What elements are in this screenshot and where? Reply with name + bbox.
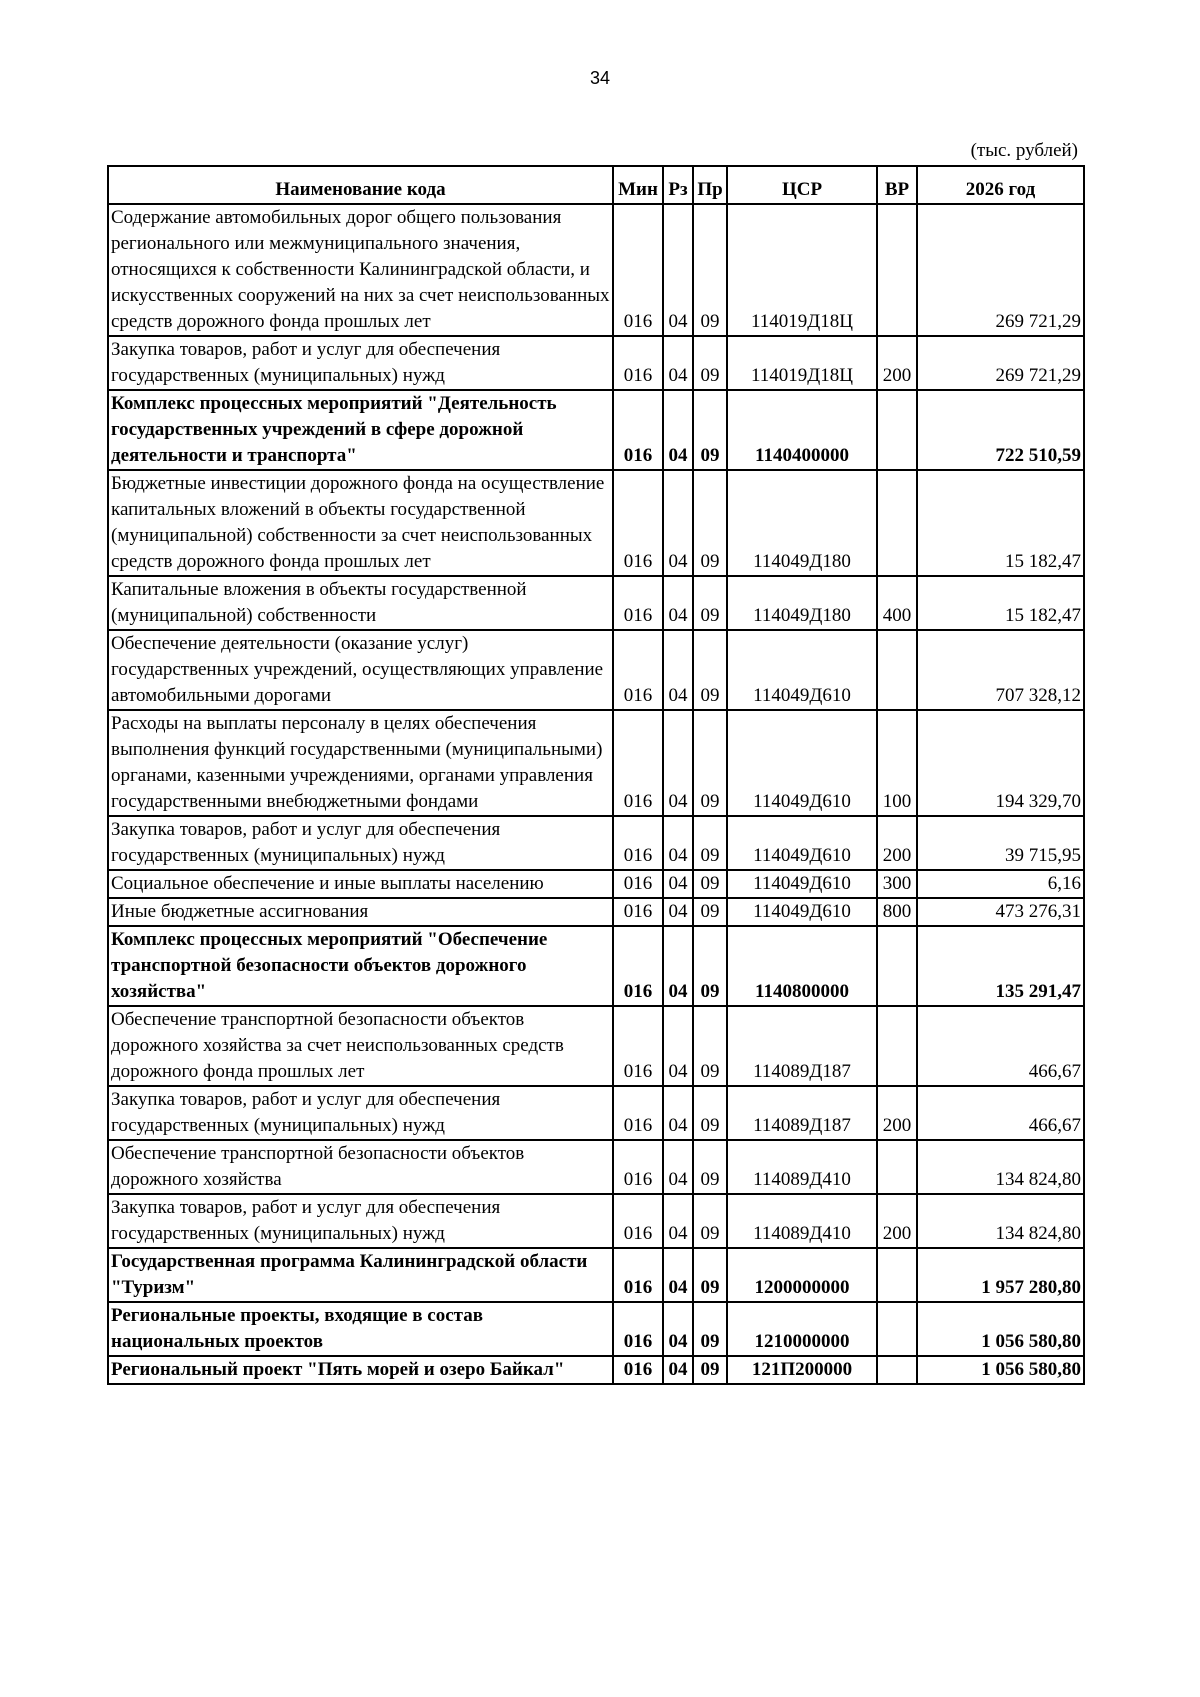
table-row <box>108 1356 1084 1384</box>
units-label: (тыс. рублей) <box>970 140 1078 161</box>
cell-csr: 114049Д610 <box>727 710 877 816</box>
table-row <box>108 630 1084 710</box>
cell-min: 016 <box>613 1086 663 1140</box>
table-row <box>108 1006 1084 1086</box>
cell-pr: 09 <box>693 204 727 336</box>
cell-csr: 114089Д410 <box>727 1140 877 1194</box>
cell-csr: 114049Д610 <box>727 898 877 926</box>
cell-pr: 09 <box>693 1086 727 1140</box>
cell-amount: 473 276,31 <box>917 898 1084 926</box>
cell-vr: 300 <box>877 870 917 898</box>
cell-amount: 6,16 <box>917 870 1084 898</box>
cell-min: 016 <box>613 898 663 926</box>
cell-min: 016 <box>613 390 663 470</box>
cell-rz: 04 <box>663 1140 693 1194</box>
cell-amount: 466,67 <box>917 1086 1084 1140</box>
header-year: 2026 год <box>917 166 1084 204</box>
cell-csr: 1200000000 <box>727 1248 877 1302</box>
cell-pr: 09 <box>693 710 727 816</box>
cell-amount: 269 721,29 <box>917 336 1084 390</box>
table-row <box>108 1086 1084 1140</box>
cell-vr <box>877 1006 917 1086</box>
cell-amount: 707 328,12 <box>917 630 1084 710</box>
cell-name: Закупка товаров, работ и услуг для обеспечения государственных (муниципальных) нужд <box>108 336 613 390</box>
cell-name: Бюджетные инвестиции дорожного фонда на осуществление капитальных вложений в объекты государственной (муниципальной) собственности за счет неиспользованных средств дорожного фонда прошлых лет <box>108 470 613 576</box>
cell-rz: 04 <box>663 816 693 870</box>
cell-name: Государственная программа Калининградской области "Туризм" <box>108 1248 613 1302</box>
cell-vr: 100 <box>877 710 917 816</box>
cell-pr: 09 <box>693 926 727 1006</box>
cell-pr: 09 <box>693 870 727 898</box>
cell-csr: 121П200000 <box>727 1356 877 1384</box>
cell-csr: 114049Д180 <box>727 576 877 630</box>
table-row <box>108 336 1084 390</box>
table-row <box>108 470 1084 576</box>
cell-name: Обеспечение деятельности (оказание услуг) государственных учреждений, осуществляющих управление автомобильными дорогами <box>108 630 613 710</box>
cell-min: 016 <box>613 470 663 576</box>
cell-pr: 09 <box>693 1194 727 1248</box>
table-header-row <box>108 166 1084 204</box>
cell-min: 016 <box>613 1356 663 1384</box>
cell-vr <box>877 1302 917 1356</box>
cell-pr: 09 <box>693 630 727 710</box>
cell-name: Региональный проект "Пять морей и озеро Байкал" <box>108 1356 613 1384</box>
cell-min: 016 <box>613 870 663 898</box>
header-name: Наименование кода <box>108 166 613 204</box>
cell-rz: 04 <box>663 630 693 710</box>
cell-amount: 134 824,80 <box>917 1140 1084 1194</box>
cell-amount: 722 510,59 <box>917 390 1084 470</box>
cell-pr: 09 <box>693 1006 727 1086</box>
cell-amount: 1 056 580,80 <box>917 1302 1084 1356</box>
cell-csr: 114019Д18Ц <box>727 336 877 390</box>
cell-rz: 04 <box>663 898 693 926</box>
cell-rz: 04 <box>663 710 693 816</box>
cell-name: Комплекс процессных мероприятий "Деятельность государственных учреждений в сфере дорожной деятельности и транспорта" <box>108 390 613 470</box>
cell-name: Закупка товаров, работ и услуг для обеспечения государственных (муниципальных) нужд <box>108 816 613 870</box>
cell-rz: 04 <box>663 576 693 630</box>
cell-min: 016 <box>613 204 663 336</box>
cell-vr <box>877 470 917 576</box>
cell-pr: 09 <box>693 1248 727 1302</box>
cell-rz: 04 <box>663 1302 693 1356</box>
table-row <box>108 870 1084 898</box>
budget-table <box>107 165 1085 1385</box>
cell-min: 016 <box>613 1194 663 1248</box>
cell-name: Капитальные вложения в объекты государственной (муниципальной) собственности <box>108 576 613 630</box>
cell-name: Обеспечение транспортной безопасности объектов дорожного хозяйства за счет неиспользованных средств дорожного фонда прошлых лет <box>108 1006 613 1086</box>
table-row <box>108 816 1084 870</box>
cell-amount: 15 182,47 <box>917 576 1084 630</box>
cell-csr: 114049Д610 <box>727 630 877 710</box>
cell-rz: 04 <box>663 1006 693 1086</box>
cell-csr: 1140400000 <box>727 390 877 470</box>
table-row <box>108 1194 1084 1248</box>
cell-amount: 269 721,29 <box>917 204 1084 336</box>
cell-pr: 09 <box>693 816 727 870</box>
header-min: Мин <box>613 166 663 204</box>
cell-min: 016 <box>613 1006 663 1086</box>
cell-rz: 04 <box>663 1248 693 1302</box>
cell-rz: 04 <box>663 870 693 898</box>
cell-csr: 114089Д410 <box>727 1194 877 1248</box>
header-rz: Рз <box>663 166 693 204</box>
header-vr: ВР <box>877 166 917 204</box>
cell-amount: 39 715,95 <box>917 816 1084 870</box>
table-row <box>108 204 1084 336</box>
cell-name: Иные бюджетные ассигнования <box>108 898 613 926</box>
cell-min: 016 <box>613 710 663 816</box>
table-row <box>108 1140 1084 1194</box>
cell-min: 016 <box>613 816 663 870</box>
table-row <box>108 898 1084 926</box>
cell-rz: 04 <box>663 1194 693 1248</box>
cell-name: Обеспечение транспортной безопасности объектов дорожного хозяйства <box>108 1140 613 1194</box>
cell-pr: 09 <box>693 1356 727 1384</box>
cell-name: Расходы на выплаты персоналу в целях обеспечения выполнения функций государственными (муниципальными) органами, казенными учреждениями, органами управления государственными внебюджетными фондами <box>108 710 613 816</box>
cell-rz: 04 <box>663 1086 693 1140</box>
cell-vr: 400 <box>877 576 917 630</box>
cell-rz: 04 <box>663 470 693 576</box>
cell-csr: 114019Д18Ц <box>727 204 877 336</box>
cell-pr: 09 <box>693 1140 727 1194</box>
cell-min: 016 <box>613 336 663 390</box>
cell-amount: 15 182,47 <box>917 470 1084 576</box>
cell-name: Закупка товаров, работ и услуг для обеспечения государственных (муниципальных) нужд <box>108 1194 613 1248</box>
cell-amount: 1 056 580,80 <box>917 1356 1084 1384</box>
cell-min: 016 <box>613 1140 663 1194</box>
cell-vr: 200 <box>877 816 917 870</box>
cell-pr: 09 <box>693 1302 727 1356</box>
cell-min: 016 <box>613 926 663 1006</box>
cell-name: Комплекс процессных мероприятий "Обеспечение транспортной безопасности объектов дорожного хозяйства" <box>108 926 613 1006</box>
table-row <box>108 710 1084 816</box>
table-row <box>108 1302 1084 1356</box>
cell-pr: 09 <box>693 470 727 576</box>
cell-name: Закупка товаров, работ и услуг для обеспечения государственных (муниципальных) нужд <box>108 1086 613 1140</box>
table-row <box>108 576 1084 630</box>
cell-vr: 800 <box>877 898 917 926</box>
table-row <box>108 926 1084 1006</box>
cell-pr: 09 <box>693 336 727 390</box>
table-body <box>108 204 1084 1384</box>
cell-name: Содержание автомобильных дорог общего пользования регионального или межмуниципального значения, относящихся к собственности Калининградской области, и искусственных сооружений на них за счет неиспользованных средств дорожного фонда прошлых лет <box>108 204 613 336</box>
cell-amount: 135 291,47 <box>917 926 1084 1006</box>
cell-rz: 04 <box>663 390 693 470</box>
header-pr: Пр <box>693 166 727 204</box>
cell-csr: 114049Д610 <box>727 816 877 870</box>
cell-vr <box>877 926 917 1006</box>
cell-vr: 200 <box>877 1086 917 1140</box>
cell-vr <box>877 1356 917 1384</box>
cell-min: 016 <box>613 630 663 710</box>
cell-rz: 04 <box>663 336 693 390</box>
cell-min: 016 <box>613 1302 663 1356</box>
cell-amount: 194 329,70 <box>917 710 1084 816</box>
cell-vr: 200 <box>877 1194 917 1248</box>
cell-pr: 09 <box>693 576 727 630</box>
cell-name: Региональные проекты, входящие в состав национальных проектов <box>108 1302 613 1356</box>
cell-rz: 04 <box>663 926 693 1006</box>
table-row <box>108 1248 1084 1302</box>
table-row <box>108 390 1084 470</box>
cell-amount: 134 824,80 <box>917 1194 1084 1248</box>
header-csr: ЦСР <box>727 166 877 204</box>
cell-rz: 04 <box>663 204 693 336</box>
cell-amount: 1 957 280,80 <box>917 1248 1084 1302</box>
cell-name: Социальное обеспечение и иные выплаты населению <box>108 870 613 898</box>
cell-min: 016 <box>613 1248 663 1302</box>
cell-vr <box>877 630 917 710</box>
cell-min: 016 <box>613 576 663 630</box>
cell-vr <box>877 390 917 470</box>
cell-csr: 114049Д180 <box>727 470 877 576</box>
cell-vr <box>877 204 917 336</box>
cell-csr: 1210000000 <box>727 1302 877 1356</box>
cell-vr <box>877 1140 917 1194</box>
cell-rz: 04 <box>663 1356 693 1384</box>
cell-pr: 09 <box>693 390 727 470</box>
cell-csr: 114049Д610 <box>727 870 877 898</box>
cell-csr: 114089Д187 <box>727 1086 877 1140</box>
cell-vr: 200 <box>877 336 917 390</box>
cell-vr <box>877 1248 917 1302</box>
page-number: 34 <box>589 68 611 88</box>
cell-amount: 466,67 <box>917 1006 1084 1086</box>
cell-pr: 09 <box>693 898 727 926</box>
cell-csr: 114089Д187 <box>727 1006 877 1086</box>
cell-csr: 1140800000 <box>727 926 877 1006</box>
